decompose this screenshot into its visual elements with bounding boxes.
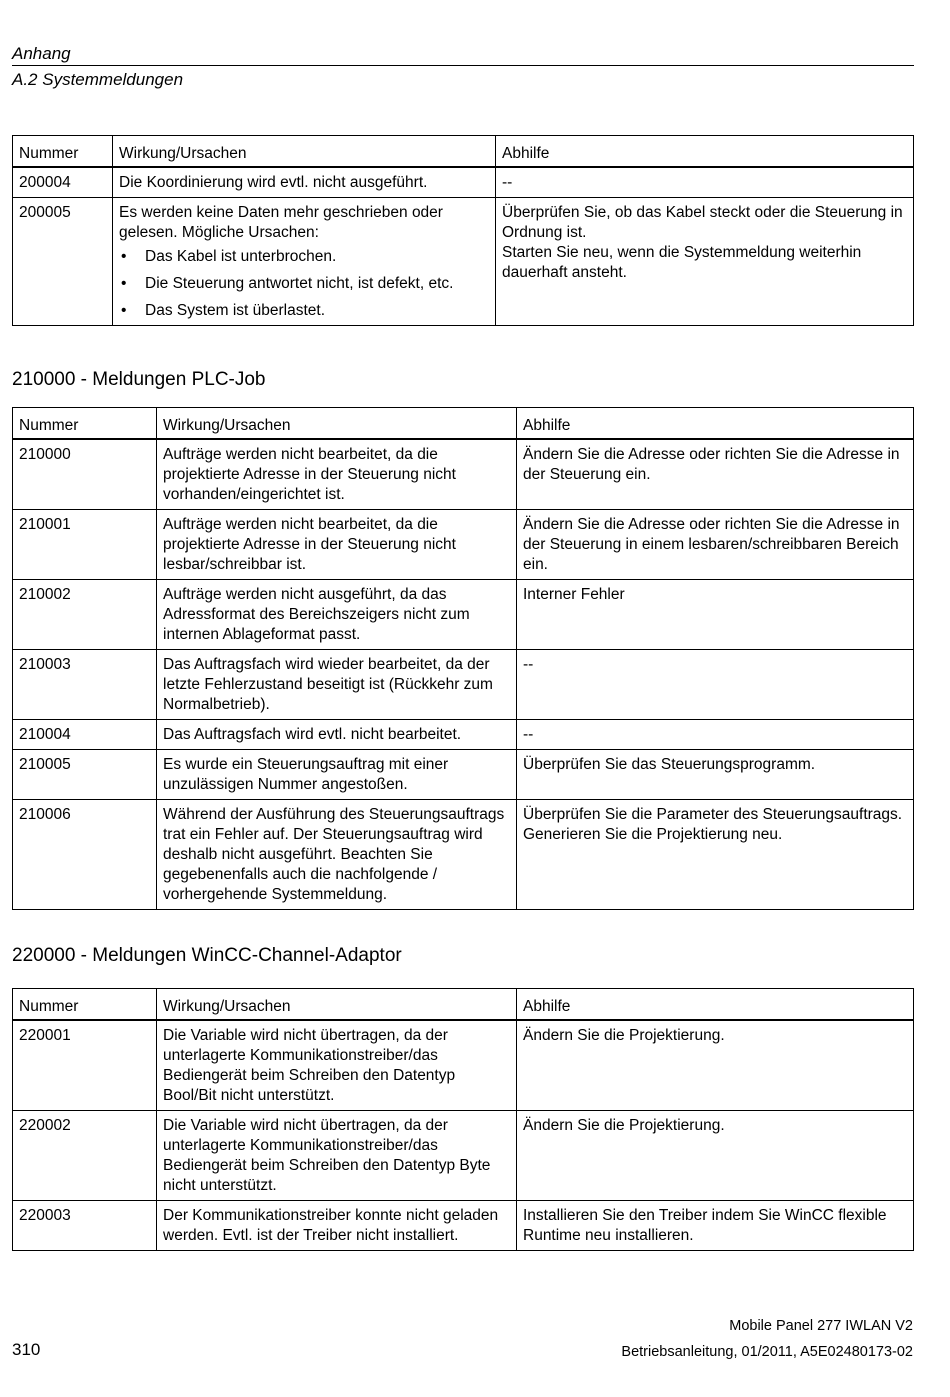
bullet-icon: • [121, 275, 127, 292]
column-header-remedy: Abhilfe [517, 408, 914, 440]
message-number: 210005 [13, 750, 157, 800]
column-header-effect: Wirkung/Ursachen [113, 136, 496, 168]
message-effect: Der Kommunikationstreiber konnte nicht geladen werden. Evtl. ist der Treiber nicht installiert. [157, 1201, 517, 1251]
column-header-effect: Wirkung/Ursachen [157, 408, 517, 440]
list-item [119, 274, 489, 294]
table-header-row [13, 408, 914, 440]
table-row [13, 1201, 914, 1251]
bullet-icon: • [121, 302, 127, 319]
message-effect: Das Auftragsfach wird wieder bearbeitet, da der letzte Fehlerzustand beseitigt ist (Rückkehr zum Normalbetrieb). [157, 650, 517, 720]
message-remedy: -- [517, 720, 914, 750]
cause-list [119, 247, 489, 321]
cause-text: Die Steuerung antwortet nicht, ist defekt, etc. [145, 275, 454, 292]
message-effect: Das Auftragsfach wird evtl. nicht bearbeitet. [157, 720, 517, 750]
column-header-number: Nummer [13, 989, 157, 1021]
message-number: 220003 [13, 1201, 157, 1251]
messages-table-220000 [12, 988, 914, 1251]
message-number: 210001 [13, 510, 157, 580]
table-row [13, 167, 914, 198]
footer-doc-info: Betriebsanleitung, 01/2011, A5E02480173-02 [621, 1344, 913, 1360]
table-header-row [13, 136, 914, 168]
footer-product: Mobile Panel 277 IWLAN V2 [729, 1318, 913, 1334]
message-remedy: Installieren Sie den Treiber indem Sie WinCC flexible Runtime neu installieren. [517, 1201, 914, 1251]
message-remedy: -- [517, 650, 914, 720]
messages-table-210000 [12, 407, 914, 910]
table-row [13, 800, 914, 910]
message-remedy: Überprüfen Sie die Parameter des Steuerungsauftrags. Generieren Sie die Projektierung neu. [517, 800, 914, 910]
message-effect-text: Es werden keine Daten mehr geschrieben oder gelesen. Mögliche Ursachen: [119, 204, 443, 241]
message-effect: Aufträge werden nicht bearbeitet, da die projektierte Adresse in der Steuerung nicht lesbar/schreibbar ist. [157, 510, 517, 580]
messages-table-200000 [12, 135, 914, 326]
table-row [13, 1020, 914, 1111]
message-number: 210006 [13, 800, 157, 910]
message-remedy: Ändern Sie die Projektierung. [517, 1111, 914, 1201]
bullet-icon: • [121, 248, 127, 265]
list-item [119, 301, 489, 321]
header-rule [12, 65, 914, 66]
message-number: 200005 [13, 198, 113, 326]
running-header [12, 42, 914, 89]
table-row [13, 439, 914, 510]
message-number: 210000 [13, 439, 157, 510]
remedy-line: Starten Sie neu, wenn die Systemmeldung weiterhin dauerhaft ansteht. [502, 244, 862, 281]
message-remedy: Ändern Sie die Adresse oder richten Sie die Adresse in der Steuerung in einem lesbaren/schreibbaren Bereich ein. [517, 510, 914, 580]
table-row [13, 720, 914, 750]
cause-text: Das System ist überlastet. [145, 302, 326, 319]
column-header-remedy: Abhilfe [517, 989, 914, 1021]
message-effect: Es wurde ein Steuerungsauftrag mit einer unzulässigen Nummer angestoßen. [157, 750, 517, 800]
table-row [13, 750, 914, 800]
message-effect [113, 198, 496, 326]
column-header-number: Nummer [13, 136, 113, 168]
section-heading-plc-job: 210000 - Meldungen PLC-Job [12, 369, 266, 390]
table-row [13, 1111, 914, 1201]
remedy-line: Überprüfen Sie, ob das Kabel steckt oder die Steuerung in Ordnung ist. [502, 204, 903, 241]
message-number: 200004 [13, 167, 113, 198]
message-effect: Aufträge werden nicht bearbeitet, da die projektierte Adresse in der Steuerung nicht vorhanden/eingerichtet ist. [157, 439, 517, 510]
message-number: 220002 [13, 1111, 157, 1201]
section-title: A.2 Systemmeldungen [12, 70, 184, 89]
column-header-number: Nummer [13, 408, 157, 440]
chapter-title: Anhang [12, 44, 71, 63]
message-effect: Aufträge werden nicht ausgeführt, da das Adressformat des Bereichszeigers nicht zum internen Ablageformat passt. [157, 580, 517, 650]
message-effect: Die Variable wird nicht übertragen, da der unterlagerte Kommunikationstreiber/das Bediengerät beim Schreiben den Datentyp Byte nicht unterstützt. [157, 1111, 517, 1201]
message-number: 220001 [13, 1020, 157, 1111]
message-number: 210002 [13, 580, 157, 650]
table-row [13, 198, 914, 326]
message-remedy [496, 198, 914, 326]
message-remedy: -- [496, 167, 914, 198]
message-remedy: Ändern Sie die Adresse oder richten Sie die Adresse in der Steuerung ein. [517, 439, 914, 510]
column-header-remedy: Abhilfe [496, 136, 914, 168]
message-number: 210004 [13, 720, 157, 750]
section-heading-wincc-channel-adaptor: 220000 - Meldungen WinCC-Channel-Adaptor [12, 945, 402, 966]
table-row [13, 580, 914, 650]
cause-text: Das Kabel ist unterbrochen. [145, 248, 337, 265]
list-item [119, 247, 489, 267]
message-effect: Während der Ausführung des Steuerungsauftrags trat ein Fehler auf. Der Steuerungsauftrag wird deshalb nicht ausgeführt. Beachten Sie gegebenenfalls auch die nachfolgende / vorhergehende Systemmeldung. [157, 800, 517, 910]
page-number: 310 [12, 1340, 41, 1359]
table-header-row [13, 989, 914, 1021]
message-effect: Die Koordinierung wird evtl. nicht ausgeführt. [113, 167, 496, 198]
message-remedy: Ändern Sie die Projektierung. [517, 1020, 914, 1111]
table-row [13, 510, 914, 580]
column-header-effect: Wirkung/Ursachen [157, 989, 517, 1021]
message-remedy: Interner Fehler [517, 580, 914, 650]
message-number: 210003 [13, 650, 157, 720]
table-row [13, 650, 914, 720]
message-effect: Die Variable wird nicht übertragen, da der unterlagerte Kommunikationstreiber/das Bediengerät beim Schreiben den Datentyp Bool/Bit nicht unterstützt. [157, 1020, 517, 1111]
message-remedy: Überprüfen Sie das Steuerungsprogramm. [517, 750, 914, 800]
